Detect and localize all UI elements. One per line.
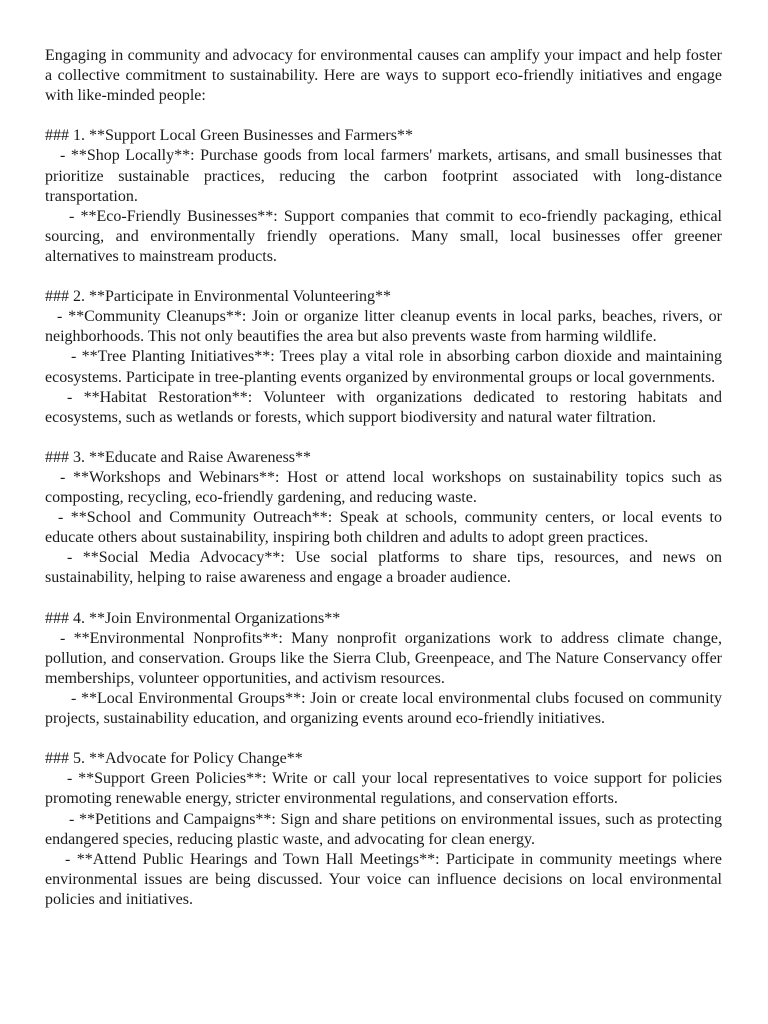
section-1	[45, 126, 722, 267]
blank-line	[45, 106, 722, 126]
section-4	[45, 609, 722, 730]
blank-line	[45, 729, 722, 749]
section-2	[45, 287, 722, 428]
bullet-item: - **Habitat Restoration**: Volunteer with organizations dedicated to restoring habitats and ecosystems, such as wetlands or forests, which support biodiversity and natural water filtration.	[45, 388, 722, 426]
bullet-item: - **Local Environmental Groups**: Join or create local environmental clubs focused on community projects, sustainability education, and organizing events around eco-friendly initiatives.	[45, 690, 722, 728]
bullet-item: - **Petitions and Campaigns**: Sign and share petitions on environmental issues, such as protecting endangered species, reducing plastic waste, and advocating for clean energy.	[45, 810, 722, 848]
bullet-item: - **Support Green Policies**: Write or call your local representatives to voice support for policies promoting renewable energy, stricter environmental regulations, and conservation efforts.	[45, 770, 722, 808]
section-heading: ### 5. **Advocate for Policy Change**	[45, 750, 303, 768]
blank-line	[45, 428, 722, 448]
blank-line	[45, 589, 722, 609]
section-5	[45, 749, 722, 910]
bullet-item: - **Social Media Advocacy**: Use social platforms to share tips, resources, and news on sustainability, helping to raise awareness and engage a broader audience.	[45, 549, 722, 587]
bullet-item: - **Eco-Friendly Businesses**: Support companies that commit to eco-friendly packaging, ethical sourcing, and environmentally friendly operations. Many small, local businesses offer greener alternatives to mainstream products.	[45, 207, 722, 265]
section-heading: ### 2. **Participate in Environmental Volunteering**	[45, 288, 392, 306]
blank-line	[45, 267, 722, 287]
bullet-item: - **Workshops and Webinars**: Host or attend local workshops on sustainability topics such as composting, recycling, eco-friendly gardening, and reducing waste.	[45, 468, 722, 507]
intro-paragraph: Engaging in community and advocacy for environmental causes can amplify your impact and help foster a collective commitment to sustainability. Here are ways to support eco-friendly initiatives and engage with like-minded people:	[45, 47, 722, 105]
section-heading: ### 4. **Join Environmental Organizations**	[45, 609, 341, 627]
bullet-item: - **Attend Public Hearings and Town Hall Meetings**: Participate in community meetings where environmental issues are being discussed. Your voice can influence decisions on local environmental policies and initiatives.	[45, 850, 722, 908]
section-3	[45, 448, 722, 589]
bullet-item: - **Community Cleanups**: Join or organize litter cleanup events in local parks, beaches, rivers, or neighborhoods. This not only beautifies the area but also prevents waste from harming wildlife.	[45, 308, 722, 346]
bullet-item: - **Environmental Nonprofits**: Many nonprofit organizations work to address climate change, pollution, and conservation. Groups like the Sierra Club, Greenpeace, and The Nature Conservancy offer memberships, volunteer opportunities, and activism resources.	[45, 629, 722, 687]
document-page	[45, 46, 722, 910]
section-heading: ### 1. **Support Local Green Businesses and Farmers**	[45, 127, 413, 145]
bullet-item: - **School and Community Outreach**: Speak at schools, community centers, or local events to educate others about sustainability, inspiring both children and adults to adopt green practices.	[45, 509, 722, 547]
section-heading: ### 3. **Educate and Raise Awareness**	[45, 448, 312, 466]
bullet-item: - **Tree Planting Initiatives**: Trees play a vital role in absorbing carbon dioxide and maintaining ecosystems. Participate in tree-planting events organized by environmental groups or local governments.	[45, 348, 722, 386]
bullet-item: - **Shop Locally**: Purchase goods from local farmers' markets, artisans, and small businesses that prioritize sustainable practices, reducing the carbon footprint associated with long-distance transportation.	[45, 147, 722, 205]
